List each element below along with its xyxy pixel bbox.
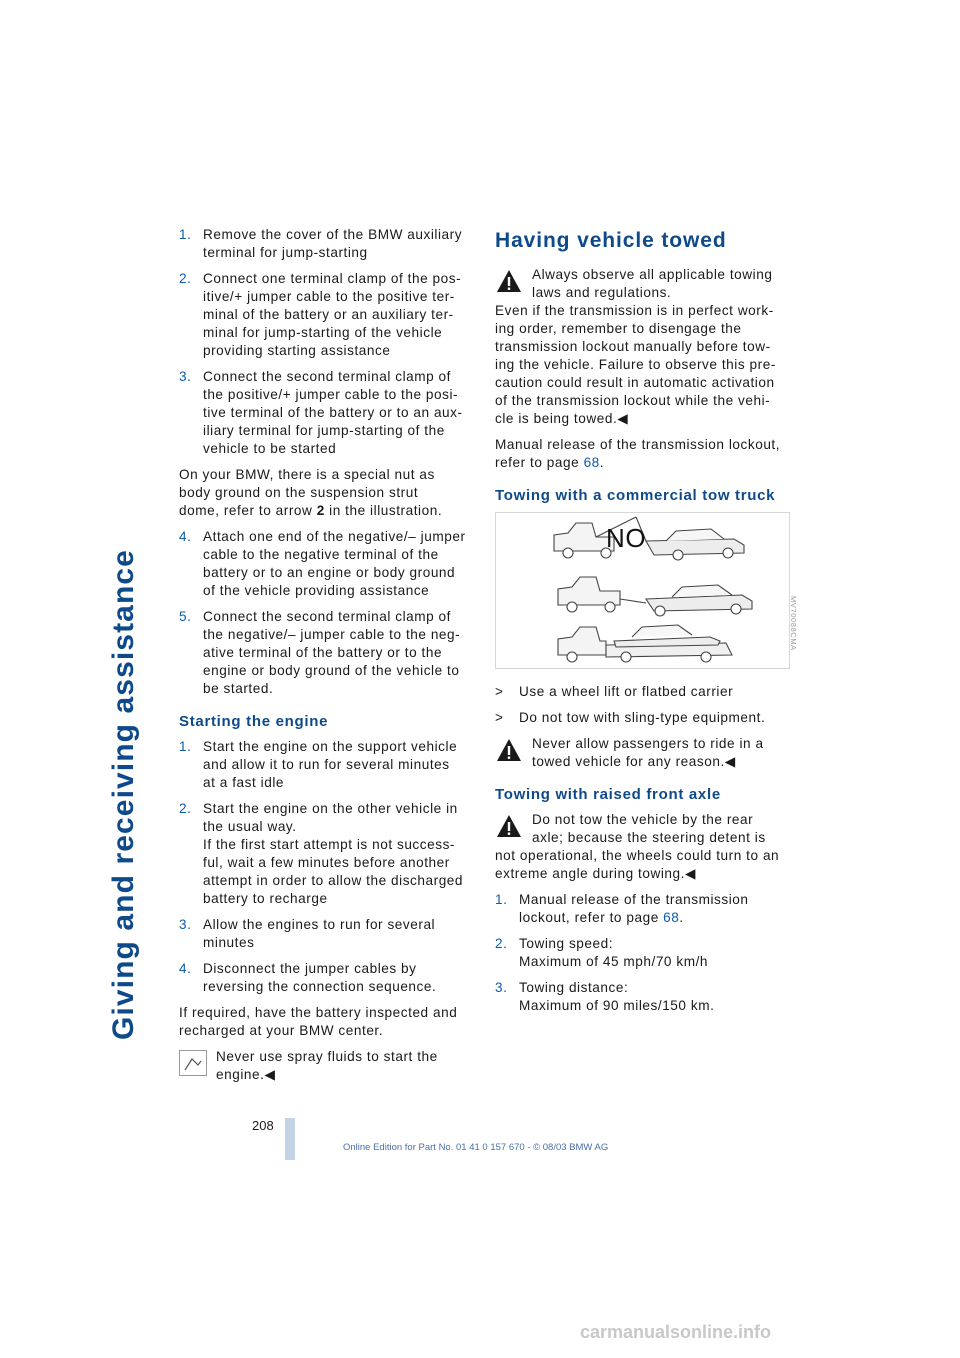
arrow-reference: 2 bbox=[316, 503, 325, 518]
sidebar-title: Giving and receiving assistance bbox=[107, 549, 140, 1040]
list-item: 5. Connect the second terminal clamp of the negative/– jumper cable to the neg- ative terminal of the battery or to the engine or body ground of the vehicle to be started. bbox=[179, 609, 461, 696]
step-number: 2. bbox=[495, 936, 508, 951]
step-number: 3. bbox=[495, 980, 508, 995]
step-number: 2. bbox=[179, 271, 192, 286]
warning-triangle-icon bbox=[495, 268, 523, 294]
warning-towing-laws: Always observe all applicable towing laws and regulations. Even if the transmission is in perfect work- ing order, remember to disengage the transmission lockout manually before tow- ing the vehicle. Failure to observe this pre- caution could result in automatic activation of the transmission lockout while the vehi- cle is being towed.◀ bbox=[495, 267, 776, 426]
list-item: 3. Connect the second terminal clamp of the positive/+ jumper cable to the posi- tive terminal of the battery or to an aux- iliary terminal for jump-starting of the vehicle to be started bbox=[179, 369, 463, 456]
list-item: 1. Start the engine on the support vehicle and allow it to run for several minutes at a fast idle bbox=[179, 739, 458, 790]
towing-steps bbox=[495, 891, 790, 1015]
bullet-marker: > bbox=[495, 684, 504, 699]
step-number: 4. bbox=[179, 961, 192, 976]
list-item: 2. Start the engine on the other vehicle in the usual way. If the first start attempt is not success- ful, wait a few minutes before another attempt in order to allow the discharged battery to recharge bbox=[179, 801, 464, 906]
list-item: 3. Allow the engines to run for several minutes bbox=[179, 917, 436, 950]
environment-note-icon bbox=[179, 1050, 207, 1076]
heading-raised-front-axle: Towing with raised front axle bbox=[495, 786, 721, 803]
steps-list-c bbox=[179, 738, 469, 996]
warning-passengers: Never allow passengers to ride in a towed vehicle for any reason.◀ bbox=[495, 735, 790, 771]
figure-code: MV70088CMA bbox=[789, 596, 798, 651]
list-item: 1. Manual release of the transmission lockout, refer to page 68. bbox=[495, 892, 749, 925]
warning-triangle-icon bbox=[495, 737, 523, 763]
step-number: 2. bbox=[179, 801, 192, 816]
step-number: 1. bbox=[495, 892, 508, 907]
steps-list-a bbox=[179, 226, 469, 458]
warning-rear-axle: Do not tow the vehicle by the rear axle; because the steering detent is not operational, the wheels could turn to an extreme angle during towing.◀ bbox=[495, 812, 780, 881]
list-item: 2. Connect one terminal clamp of the pos- itive/+ jumper cable to the positive ter- minal of the battery or an auxiliary ter- minal for jump-starting of the vehicle providing starting assistance bbox=[179, 271, 462, 358]
list-item: > Do not tow with sling-type equipment. bbox=[495, 710, 766, 725]
heading-having-vehicle-towed: Having vehicle towed bbox=[495, 229, 727, 252]
towing-bullets bbox=[495, 683, 790, 727]
step-number: 3. bbox=[179, 917, 192, 932]
heading-commercial-tow-truck: Towing with a commercial tow truck bbox=[495, 487, 776, 504]
tow-truck-illustration bbox=[495, 512, 790, 669]
step-number: 4. bbox=[179, 529, 192, 544]
page-marker-bar bbox=[285, 1118, 295, 1160]
list-item: 3. Towing distance: Maximum of 90 miles/150 km. bbox=[495, 980, 715, 1013]
steps-list-b bbox=[179, 528, 469, 698]
step-number: 3. bbox=[179, 369, 192, 384]
list-item: 4. Attach one end of the negative/– jumper cable to the negative terminal of the battery or to an engine or body ground of the vehicle providing assistance bbox=[179, 529, 466, 598]
step-number: 5. bbox=[179, 609, 192, 624]
paragraph-body-ground: On your BMW, there is a special nut as body ground on the suspension strut dome, refer to arrow 2 in the illustration. bbox=[179, 467, 443, 518]
right-column bbox=[495, 226, 790, 1023]
page-link-68[interactable]: 68 bbox=[663, 910, 680, 925]
list-item: > Use a wheel lift or flatbed carrier bbox=[495, 684, 734, 699]
step-number: 1. bbox=[179, 739, 192, 754]
tow-truck-drawing bbox=[496, 513, 789, 668]
page-number: 208 bbox=[252, 1118, 274, 1133]
warning-triangle-icon bbox=[495, 813, 523, 839]
list-item: 1. Remove the cover of the BMW auxiliary terminal for jump-starting bbox=[179, 227, 463, 260]
note-spray-fluids: Never use spray fluids to start the engine.◀ bbox=[179, 1048, 469, 1084]
edition-footer: Online Edition for Part No. 01 41 0 157 670 - © 08/03 BMW AG bbox=[343, 1142, 609, 1153]
paragraph-manual-release: Manual release of the transmission lockout, refer to page 68. bbox=[495, 437, 781, 470]
heading-starting-engine: Starting the engine bbox=[179, 713, 329, 730]
watermark: carmanualsonline.info bbox=[580, 1322, 772, 1342]
left-column bbox=[179, 226, 469, 1092]
page-link-68[interactable]: 68 bbox=[583, 455, 600, 470]
step-number: 1. bbox=[179, 227, 192, 242]
paragraph-inspect-battery: If required, have the battery inspected and recharged at your BMW center. bbox=[179, 1005, 458, 1038]
bullet-marker: > bbox=[495, 710, 504, 725]
list-item: 2. Towing speed: Maximum of 45 mph/70 km/h bbox=[495, 936, 709, 969]
list-item: 4. Disconnect the jumper cables by reversing the connection sequence. bbox=[179, 961, 437, 994]
no-label: NO bbox=[606, 523, 647, 553]
